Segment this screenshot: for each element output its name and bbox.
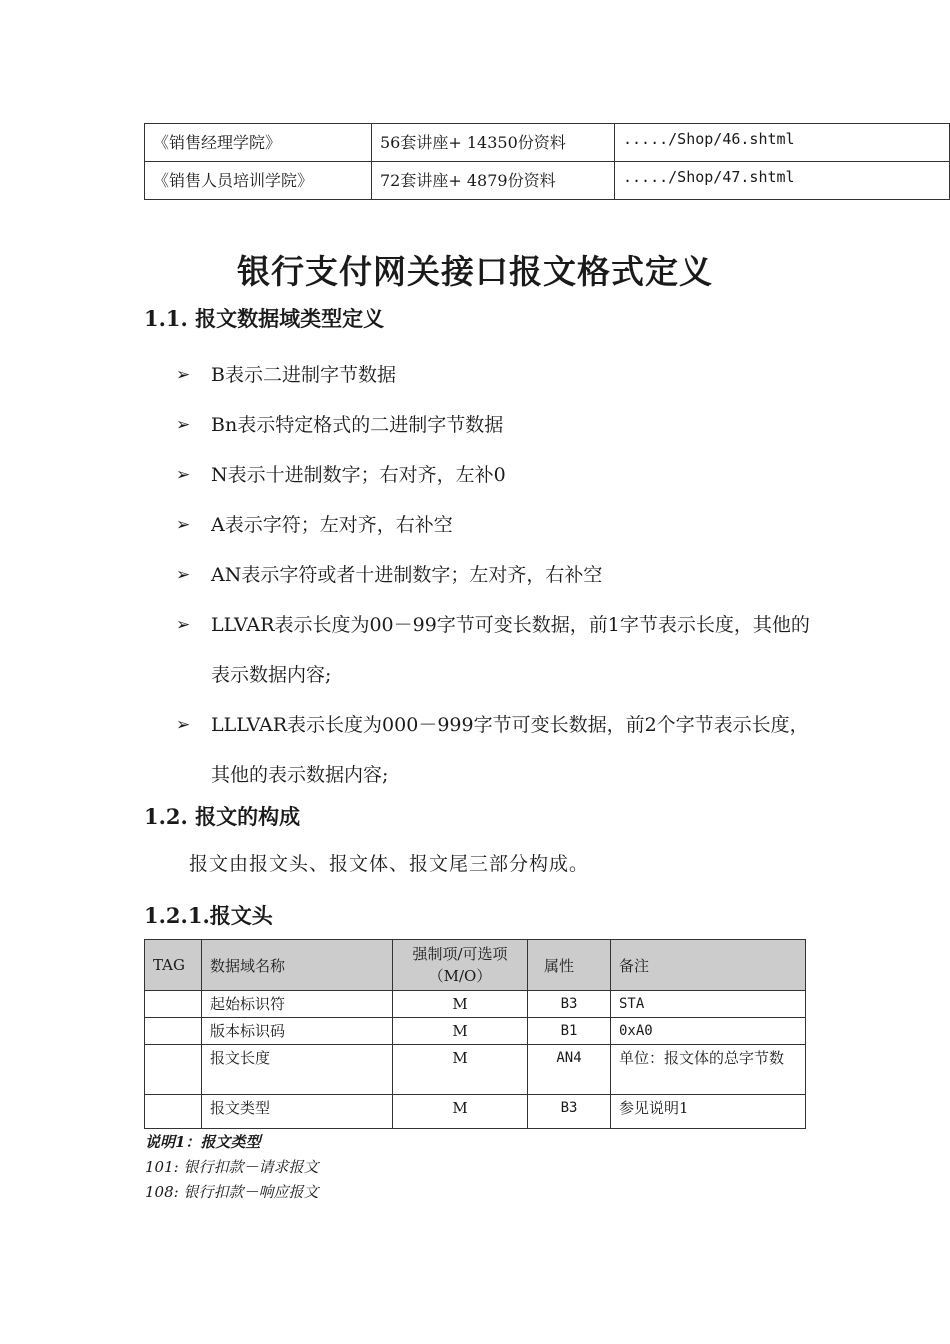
resource-table (144, 123, 950, 200)
table-row (145, 1018, 806, 1045)
table-row (145, 162, 950, 200)
cell-name: 版本标识码 (202, 1018, 393, 1045)
message-header-table (144, 939, 806, 1129)
cell-name: 起始标识符 (202, 991, 393, 1018)
table-row (145, 991, 806, 1018)
section-heading-data-types: 1.1. 报文数据域类型定义 (144, 306, 385, 331)
list-item (176, 600, 816, 700)
cell-required: M (393, 1095, 528, 1129)
column-header-name: 数据域名称 (202, 940, 393, 991)
list-item-text: LLLVAR表示长度为000－999字节可变长数据，前2个字节表示长度，其他的表示数据内容; (211, 714, 809, 786)
arrowhead-bullet-icon: ➢ (176, 565, 191, 585)
column-header-tag: TAG (145, 940, 202, 991)
cell-remark: 参见说明1 (611, 1095, 806, 1129)
column-header-required-line2: （M/O） (428, 967, 492, 985)
resource-link[interactable]: ...../Shop/46.shtml (615, 124, 950, 162)
resource-link[interactable]: ...../Shop/47.shtml (615, 162, 950, 200)
cell-remark: 单位：报文体的总字节数 (611, 1045, 806, 1095)
list-item-text: B表示二进制字节数据 (211, 364, 396, 386)
list-item (176, 550, 816, 600)
arrowhead-bullet-icon: ➢ (176, 465, 191, 485)
arrowhead-bullet-icon: ➢ (176, 365, 191, 385)
cell-required: M (393, 1045, 528, 1095)
cell-remark: STA (611, 991, 806, 1018)
note-line: 108: 银行扣款－响应报文 (145, 1183, 319, 1201)
cell-tag (145, 991, 202, 1018)
composition-paragraph: 报文由报文头、报文体、报文尾三部分构成。 (189, 853, 590, 875)
list-item (176, 450, 816, 500)
column-header-remark: 备注 (611, 940, 806, 991)
list-item-text: Bn表示特定格式的二进制字节数据 (211, 414, 504, 436)
arrowhead-bullet-icon: ➢ (176, 515, 191, 535)
cell-attr: B3 (528, 1095, 611, 1129)
cell-attr: AN4 (528, 1045, 611, 1095)
cell-tag (145, 1095, 202, 1129)
section-heading-composition: 1.2. 报文的构成 (144, 804, 301, 829)
list-item (176, 700, 816, 800)
table-row (145, 1045, 806, 1095)
cell-name: 报文类型 (202, 1095, 393, 1129)
arrowhead-bullet-icon: ➢ (176, 715, 191, 735)
section-heading-message-header: 1.2.1.报文头 (144, 903, 273, 928)
arrowhead-bullet-icon: ➢ (176, 615, 191, 635)
column-header-attr: 属性 (528, 940, 611, 991)
column-header-required-line1: 强制项/可选项 (412, 945, 508, 963)
list-item-text: AN表示字符或者十进制数字；左对齐，右补空 (211, 564, 603, 586)
cell-attr: B1 (528, 1018, 611, 1045)
list-item-text: N表示十进制数字；右对齐，左补0 (211, 464, 506, 486)
cell-name: 报文长度 (202, 1045, 393, 1095)
cell-required: M (393, 991, 528, 1018)
cell-remark: 0xA0 (611, 1018, 806, 1045)
type-definition-list (176, 350, 816, 800)
list-item-text: LLVAR表示长度为00－99字节可变长数据，前1字节表示长度，其他的表示数据内容; (211, 614, 810, 686)
note-line: 101: 银行扣款－请求报文 (145, 1158, 319, 1176)
resource-name: 《销售人员培训学院》 (145, 162, 372, 200)
table-row (145, 124, 950, 162)
resource-desc: 72套讲座+ 4879份资料 (372, 162, 615, 200)
resource-desc: 56套讲座+ 14350份资料 (372, 124, 615, 162)
cell-attr: B3 (528, 991, 611, 1018)
list-item (176, 400, 816, 450)
column-header-required (393, 940, 528, 991)
cell-tag (145, 1045, 202, 1095)
arrowhead-bullet-icon: ➢ (176, 415, 191, 435)
table-row (145, 1095, 806, 1129)
list-item (176, 350, 816, 400)
resource-name: 《销售经理学院》 (145, 124, 372, 162)
table-header-row (145, 940, 806, 991)
note-title: 说明1：报文类型 (145, 1133, 261, 1151)
list-item-text: A表示字符；左对齐，右补空 (211, 514, 453, 536)
cell-required: M (393, 1018, 528, 1045)
list-item (176, 500, 816, 550)
document-title: 银行支付网关接口报文格式定义 (237, 252, 713, 291)
cell-tag (145, 1018, 202, 1045)
